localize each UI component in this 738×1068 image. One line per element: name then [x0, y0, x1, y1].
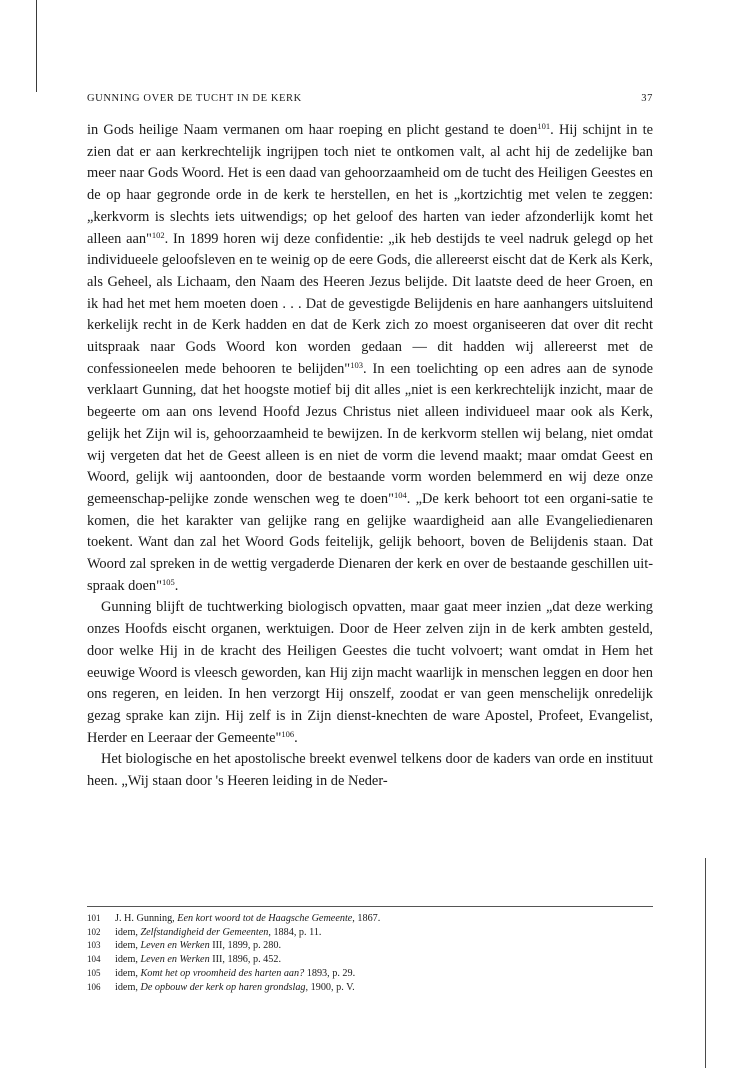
text-run: . „De kerk behoort tot een organi-satie te komen, die het karakter van gelijke rang en gelijke waardigheid aan alle Evangeliedienaren toekent. Want dan zal het Woord Gods feitelijk, gelijk behoort, boven de Belijdenis staan. Dat Woord zal spreken in de wettig vergaderde Dienaren der kerk en over de bestaande geschillen uit-spraak doen"	[87, 490, 653, 594]
main-text	[87, 120, 653, 793]
footnote-author: idem,	[115, 967, 141, 979]
footnote-author: J. H. Gunning,	[115, 913, 178, 924]
text-run: Het biologische en het apostolische breekt evenwel telkens door de kaders van orde en instituut heen. „Wij staan door 's Heeren leiding in de Neder-	[87, 751, 653, 790]
footnote-details: , 1867.	[352, 913, 381, 924]
text-run: . In 1899 horen wij deze confidentie: „ik heb destijds te veel nadruk gelegd op het individueele geloofsleven en te weinig op de eere Gods, die allereerst eischt dat de Kerk als Kerk, als Geheel, als Lichaam, den Naam des Heeren Jezus belijde. Dit laatste deed de heer Groen, en ik had het met hem moeten doen . . . Dat de gevestigde Belijdenis en hare aanhangers uitsluitend kerkelijk recht in de Kerk hadden en dat de Kerk zich zo moest organiseeren dat over dit recht uitspraak naar Gods Woord kon worden gedaan — dit hadden wij allereerst met de confessioneelen mede behooren te belijden"	[87, 230, 654, 377]
footnote-title: Leven en Werken	[140, 954, 210, 966]
footnote-details: III, 1896, p. 452.	[209, 954, 281, 966]
footnote-number: 102	[87, 926, 101, 937]
footnote-title: Zelfstandigheid der Gemeenten	[140, 926, 269, 938]
footnote-title: De opbouw der kerk op haren grondslag	[140, 981, 306, 993]
text-run: .	[294, 729, 298, 746]
footnote-details: 1893, p. 29.	[304, 967, 356, 979]
footnote	[87, 967, 653, 981]
footnote-title: Leven en Werken	[140, 940, 210, 952]
paragraph-1	[87, 120, 653, 597]
footnote	[87, 912, 653, 926]
text-run: Gunning blijft de tuchtwerking biologisch opvatten, maar gaat meer inzien „dat deze werking onzes Hoofds eischt organen, werktuigen. Door de Heer zelven zijn in de kerk ambten gesteld, door welke Hij in de kracht des Heiligen Geestes die tucht volvoert; want omdat in Hem het eeuwige Woord is vleesch geworden, kan Hij zijn macht waarlijk in menschen leggen en door hen ons regeren, en leiden. In hen verzorgt Hij onszelf, zoodat er van geen menschelijk onredelijk gezag sprake kan zijn. Hij zelf is in Zijn dienst-knechten de ware Apostel, Profeet, Evangelist, Herder en Leeraar der Gemeente"	[87, 599, 653, 746]
footnote-author: idem,	[115, 981, 141, 993]
footnote	[87, 926, 653, 940]
footnote-author: idem,	[115, 954, 141, 966]
footnote-text	[115, 967, 355, 981]
footnote-number: 101	[87, 913, 101, 923]
paragraph-3	[87, 749, 653, 792]
text-run: . In een toelichting op een adres aan de synode verklaart Gunning, dat het hoogste motief bij dit alles „niet is een kerkrechtelijk inzicht, maar de begeerte om aan ons levend Hoofd Jezus Christus niet alleen individueel maar ook als Kerk, gelijk het Zijn wil is, gehoorzaamheid te bewijzen. In de kerkvorm stellen wij belang, niet omdat wij vergeten dat het de Geest alleen is en niet de vorm die levend maakt; maar omdat Geest en Woord, gelijk wij aantoonden, door de bestaande vorm worden belemmerd en wij deze onze gemeenschap-pelijke zonde wenschen weg te doen"	[87, 360, 653, 507]
footnote-text	[115, 912, 380, 926]
footnote-text	[115, 981, 355, 995]
footnote-ref-104: 104	[394, 489, 407, 500]
footnotes	[87, 912, 653, 994]
footnote	[87, 953, 653, 967]
footnote-title: Een kort woord tot de Haagsche Gemeente	[177, 913, 353, 924]
footnote-ref-106: 106	[281, 728, 295, 739]
paragraph-2	[87, 597, 653, 749]
text-run: . Hij schijnt in te zien dat er aan kerkrechtelijk ingrijpen toch niet te ontkomen valt, al acht hij de zedelijke ban meer naar Gods Woord. Het is een daad van gehoorzaamheid om de tucht des Heiligen Geestes en de op haar gegronde orde in de kerk te herstellen, en het is „kortzichtig met velen te zeggen: „kerkvorm is slechts iets uitwendigs; op het geloof des harten van ieder afzonderlijk komt het alleen aan"	[87, 122, 653, 247]
footnote-number: 105	[87, 967, 101, 978]
footnote-number: 104	[87, 954, 101, 965]
footnote-title: Komt het op vroomheid des harten aan?	[140, 967, 305, 979]
running-title: GUNNING OVER DE TUCHT IN DE KERK	[87, 93, 302, 104]
footnote-author: idem,	[115, 940, 141, 952]
page-number: 37	[641, 93, 653, 104]
binding-edge-line	[36, 0, 37, 92]
running-header	[87, 93, 653, 104]
footnote-ref-101: 101	[537, 121, 551, 131]
footnote-divider	[87, 906, 653, 907]
footnote-text	[115, 939, 281, 953]
footnote-details: III, 1899, p. 280.	[209, 940, 281, 952]
footnote-details: , 1900, p. V.	[305, 981, 355, 993]
text-run: in Gods heilige Naam vermanen om haar roeping en plicht gestand te doen	[87, 122, 538, 138]
footnote-number: 103	[87, 940, 101, 951]
footnote-text	[115, 953, 281, 967]
text-run: .	[174, 577, 179, 594]
footnote-details: , 1884, p. 11.	[268, 926, 322, 938]
footnote	[87, 939, 653, 953]
page-edge-line	[705, 858, 706, 1068]
footnote-author: idem,	[115, 926, 141, 938]
footnote	[87, 981, 653, 995]
footnote-number: 106	[87, 981, 101, 992]
footnote-ref-103: 103	[350, 359, 363, 370]
footnote-ref-105: 105	[162, 576, 175, 587]
footnote-ref-102: 102	[151, 229, 165, 240]
footnote-text	[115, 926, 321, 940]
